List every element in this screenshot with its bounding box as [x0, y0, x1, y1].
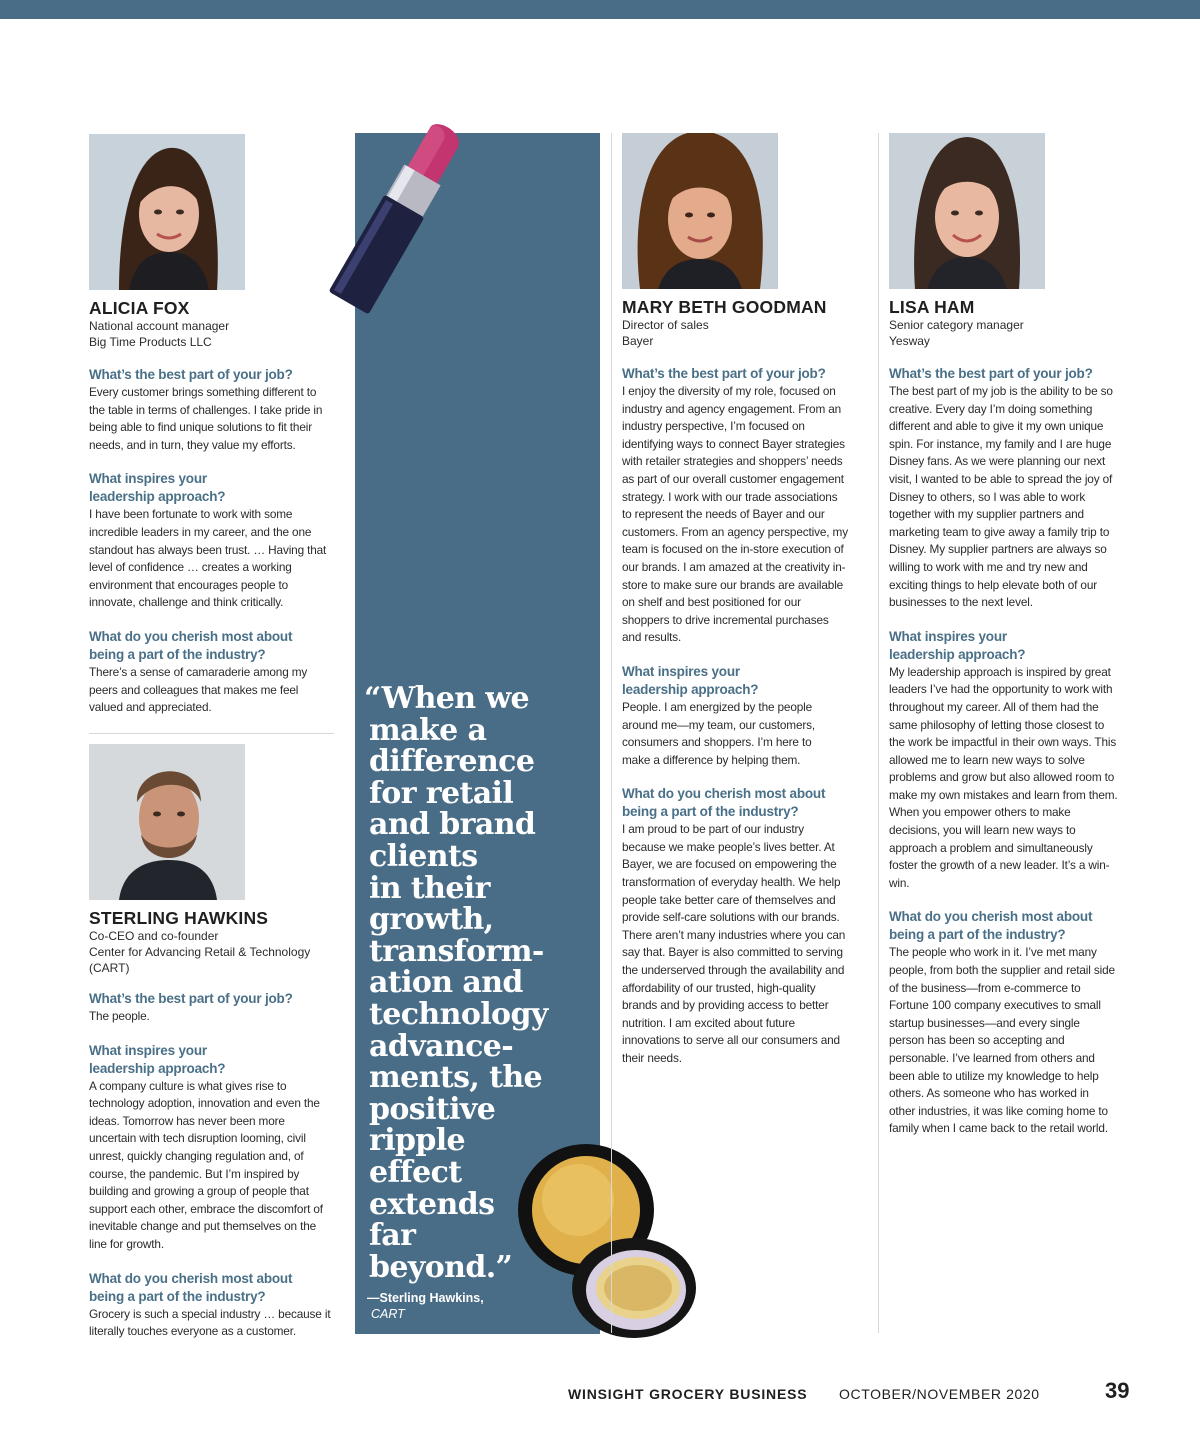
question-best-part: What’s the best part of your job? — [89, 991, 293, 1006]
quote-line: advance- — [369, 1028, 514, 1064]
quote-line: in their — [369, 870, 490, 906]
question-line: being a part of the industry? — [89, 646, 266, 662]
question-inspires — [622, 663, 857, 699]
answer-best-part: Every customer brings something different to the table in terms of challenges. I take pride in being able to find unique solutions to fit their needs, and in turn, they value my efforts. — [89, 385, 323, 452]
quote-line: clients — [369, 838, 478, 874]
question-line: being a part of the industry? — [89, 1288, 266, 1304]
company-abbreviation: (CART) — [89, 961, 130, 975]
answer-cherish: I am proud to be part of our industry because we make people’s lives better. At Bayer, we are focused on empowering the transformation of everyday health. We help people take better care of themselves and provide self-care solutions with our brands. There aren’t many industries where you can say that. Bayer is also committed to serving the underserved through the availability and affordability of our trusted, high-quality brands and by providing access to better nutrition. I am excited about future innovations to serve all our consumers and their needs. — [622, 822, 846, 1065]
quote-line: transform- — [369, 933, 544, 969]
question-line: being a part of the industry? — [889, 927, 1066, 943]
quote-line: make a — [369, 712, 487, 748]
question-best-part: What’s the best part of your job? — [889, 366, 1093, 381]
attribution-org: CART — [371, 1307, 405, 1321]
portrait-photo — [89, 744, 245, 900]
question-line: What inspires your — [622, 663, 740, 679]
company-name: Center for Advancing Retail & Technology — [89, 945, 311, 959]
question-line: What inspires your — [89, 1042, 207, 1058]
answer-cherish: Grocery is such a special industry … because it literally touches everyone as a customer. — [89, 1306, 331, 1339]
lipstick-image — [322, 112, 472, 332]
attribution-name: —Sterling Hawkins, — [367, 1291, 484, 1305]
job-title: Director of sales — [622, 318, 709, 332]
answer-best-part: The best part of my job is the ability to be so creative. Every day I’m doing something different and able to give it my own unique spin. For instance, my family and I are huge Disney fans. As we were planning our next visit, I wanted to be able to spread the joy of Disney to others, so I was able to work together with my supplier partners and marketing team to give away a family trip to Disney. My supplier partners are always so willing to work with me and try new and exciting things to help elevate both of our businesses to the next level. — [889, 384, 1113, 610]
question-cherish — [889, 908, 1124, 944]
page-footer — [568, 1378, 1138, 1408]
question-inspires — [89, 1042, 334, 1078]
person-name: ALICIA FOX — [89, 298, 190, 318]
answer-best-part: The people. — [89, 1009, 150, 1023]
question-line: leadership approach? — [622, 681, 759, 697]
question-best-part: What’s the best part of your job? — [622, 366, 826, 381]
quote-line: “When we — [364, 681, 530, 716]
issue-date: OCTOBER/NOVEMBER 2020 — [839, 1386, 1040, 1402]
quote-line: ation and — [369, 965, 523, 1001]
question-line: What do you cherish most about — [889, 909, 1093, 925]
profile-alicia-fox — [89, 134, 334, 717]
section-divider — [89, 733, 334, 734]
question-cherish — [622, 785, 857, 821]
page-number: 39 — [1105, 1378, 1130, 1403]
quote-line: growth, — [369, 902, 494, 938]
column-divider — [878, 133, 879, 1333]
person-name: MARY BETH GOODMAN — [622, 297, 827, 317]
portrait-photo — [889, 133, 1045, 289]
question-line: What inspires your — [889, 628, 1007, 644]
quote-line: and brand — [369, 807, 536, 843]
answer-inspires: My leadership approach is inspired by great leaders I’ve had the opportunity to work with throughout my career. All of them had the same philosophy of letting those closest to the work be impactful in their own ways. This allowed me to learn new ways to solve problems and grow but also allowed room to make my own mistakes and learn from them. When you empower others to make decisions, you will learn new ways to approach a problem and simultaneously foster the growth of a new leader. It’s a win-win. — [889, 664, 1118, 890]
answer-cherish: The people who work in it. I’ve met many people, from both the supplier and retail side of the business—from e-commerce to Fortune 100 company executives to small startup businesses—and every single person has been so accepting and personable. I’ve learned from others and been able to utilize my knowledge to help others. As someone who has worked in other industries, it was like coming home to family when I came back to the retail world. — [889, 945, 1115, 1136]
question-line: being a part of the industry? — [622, 804, 799, 820]
person-name: LISA HAM — [889, 297, 975, 317]
question-line: leadership approach? — [89, 489, 226, 505]
answer-cherish: There’s a sense of camaraderie among my peers and colleagues that makes me feel valued and appreciated. — [89, 664, 308, 715]
question-cherish — [89, 1270, 334, 1306]
question-cherish — [89, 628, 334, 664]
question-line: What do you cherish most about — [89, 1270, 293, 1286]
quote-line: positive — [369, 1091, 496, 1127]
quote-line: for retail — [369, 775, 514, 811]
answer-best-part: I enjoy the diversity of my role, focused on industry and agency engagement. From an industry perspective, I’m focused on identifying ways to connect Bayer strategies with retailer strategies and shoppers’ needs as part of our overall customer engagement strategy. I work with our trade associations to represent the needs of Bayer and our customers. From an agency perspective, my team is focused on the in-store execution of our brands. I am amazed at the creativity in-store to make sure our brands are available on shelf and best positioned for our shoppers to drive incremental purchases and results. — [622, 384, 848, 645]
company-name: Big Time Products LLC — [89, 335, 212, 349]
question-line: leadership approach? — [89, 1060, 226, 1076]
quote-line: effect — [369, 1154, 462, 1190]
quote-line: far — [369, 1218, 416, 1254]
question-line: What inspires your — [89, 471, 207, 487]
pull-quote-attribution — [367, 1290, 484, 1322]
portrait-photo — [622, 133, 778, 289]
quote-line: technology — [369, 996, 548, 1032]
question-inspires — [889, 628, 1124, 664]
quote-line: beyond.” — [369, 1249, 513, 1285]
profile-lisa-ham — [889, 133, 1124, 1138]
profile-sterling-hawkins — [89, 744, 334, 1341]
job-title: Co-CEO and co-founder — [89, 929, 219, 943]
job-title: Senior category manager — [889, 318, 1024, 332]
quote-line: difference — [369, 744, 535, 780]
answer-inspires: A company culture is what gives rise to technology adoption, innovation and even the ideas. Tomorrow has never been more uncertain with tech disruption looming, civil unrest, quickly changing regulation and, of course, the pandemic. But I’m inspired by building and growing a group of people that support each other, embrace the discomfort of inevitable change and put themselves on the line for growth. — [89, 1078, 323, 1251]
top-color-bar — [0, 0, 1200, 19]
answer-inspires: People. I am energized by the people around me—my team, our customers, consumers and shoppers. I’m here to make a difference by helping them. — [622, 699, 816, 767]
company-name: Yesway — [889, 334, 930, 348]
company-name: Bayer — [622, 334, 654, 348]
question-line: leadership approach? — [889, 646, 1026, 662]
person-name: STERLING HAWKINS — [89, 908, 269, 928]
profile-mary-beth-goodman — [622, 133, 857, 1068]
quote-line: ripple — [369, 1123, 466, 1159]
question-inspires — [89, 470, 334, 506]
publication-name: WINSIGHT GROCERY BUSINESS — [568, 1386, 808, 1402]
portrait-photo — [89, 134, 245, 290]
job-title: National account manager — [89, 319, 230, 333]
question-line: What do you cherish most about — [622, 786, 826, 802]
answer-inspires: I have been fortunate to work with some incredible leaders in my career, and the one standout has always been trust. … Having that level of confidence … creates a working environment that encourages people to innovate, challenge and think critically. — [89, 507, 327, 610]
quote-line: ments, the — [369, 1060, 543, 1096]
quote-line: extends — [369, 1186, 495, 1222]
column-divider — [611, 133, 612, 1333]
question-line: What do you cherish most about — [89, 628, 293, 644]
question-best-part: What’s the best part of your job? — [89, 367, 293, 382]
compact-powder-image — [512, 1138, 702, 1353]
